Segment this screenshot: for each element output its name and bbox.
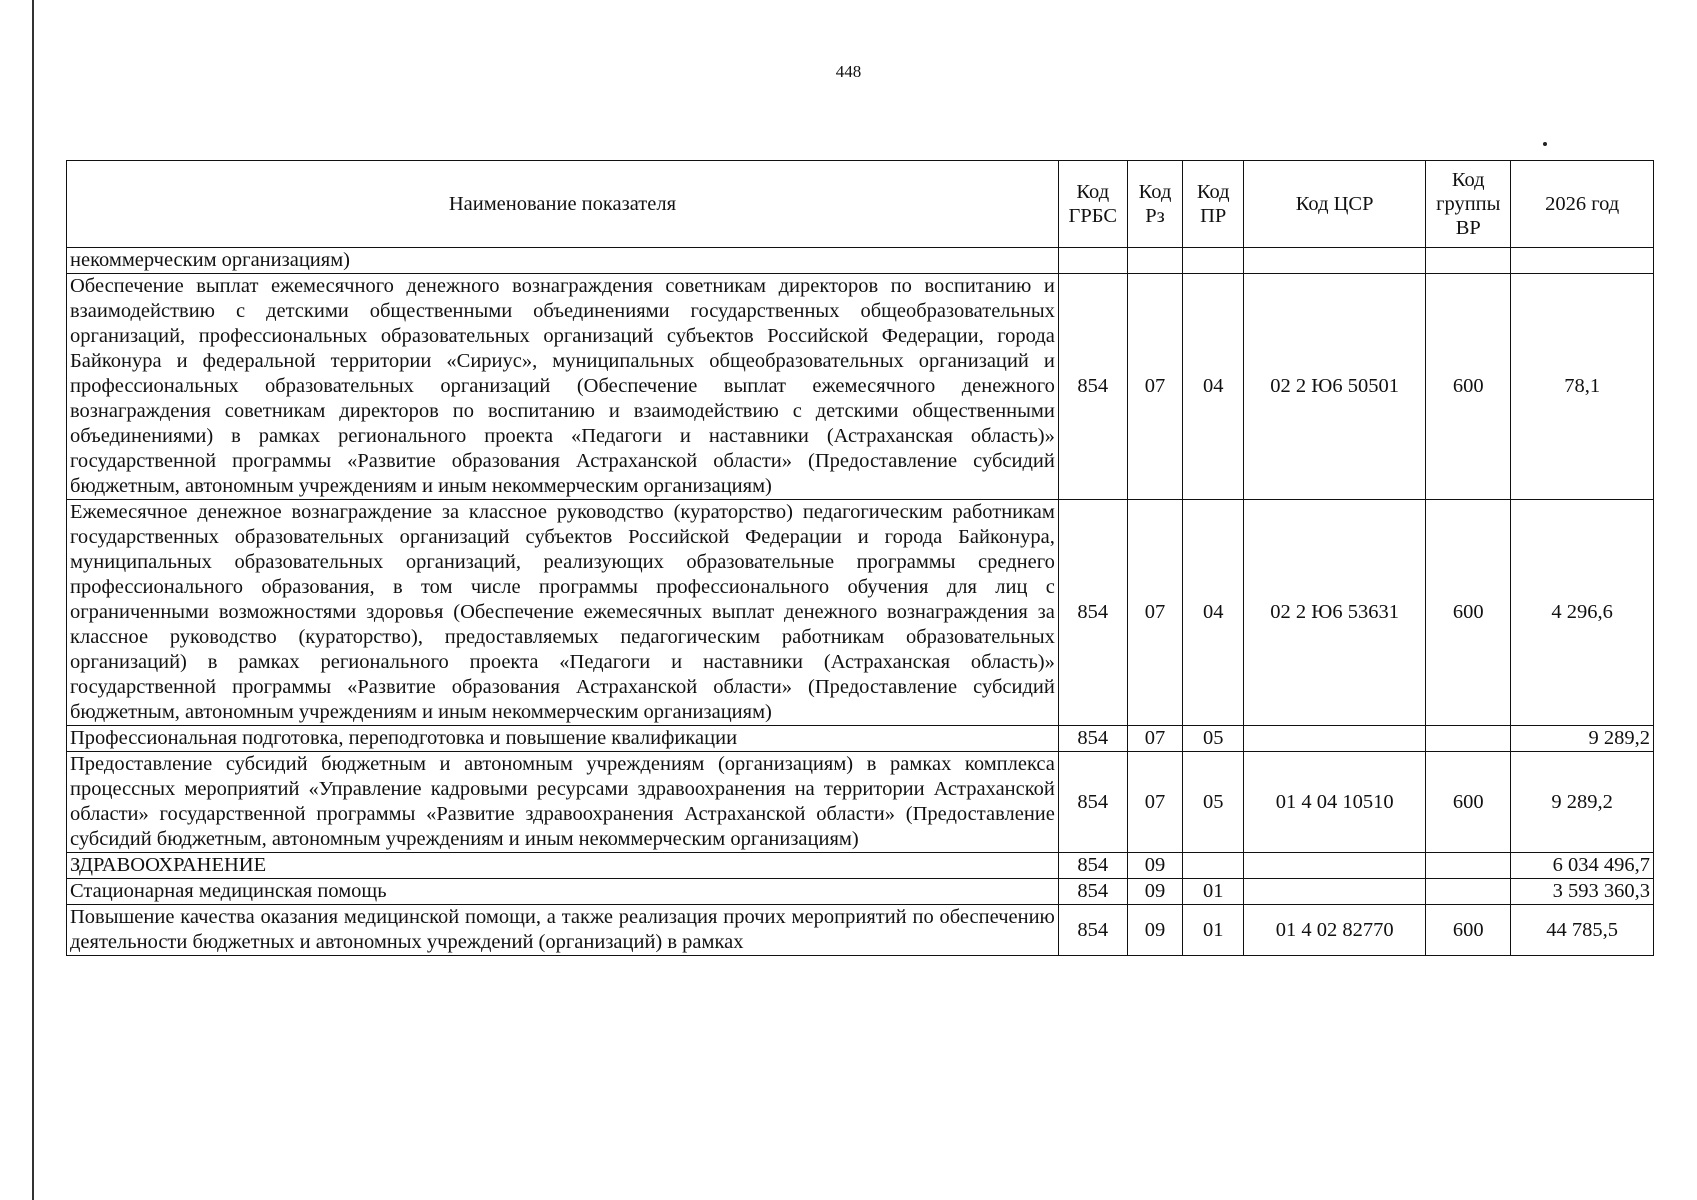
row-grbs <box>1058 248 1127 274</box>
table-row <box>67 274 1654 500</box>
row-amount: 4 296,6 <box>1511 500 1654 726</box>
row-name: Предоставление субсидий бюджетным и автономным учреждениям (организациям) в рамках комплекса процессных мероприятий «Управление кадровыми ресурсами здравоохранения на территории Астраханской области» государственной программы «Развитие здравоохранения Астраханской области» (Предоставление субсидий бюджетным, автономным учреждениям и иным некоммерческим организациям) <box>67 752 1059 853</box>
row-vr <box>1426 248 1511 274</box>
row-pr <box>1183 248 1244 274</box>
row-name: Ежемесячное денежное вознаграждение за классное руководство (кураторство) педагогическим работникам государственных образовательных организаций субъектов Российской Федерации и города Байконура, муниципальных образовательных организаций, реализующих образовательные программы среднего профессионального образования, в том числе программы профессионального обучения для лиц с ограниченными возможностями здоровья (Обеспечение ежемесячных выплат денежного вознаграждения за классное руководство (кураторство), предоставляемых педагогическим работникам образовательных организаций) в рамках регионального проекта «Педагоги и наставники (Астраханская область)» государственной программы «Развитие образования Астраханской области» (Предоставление субсидий бюджетным, автономным учреждениям и иным некоммерческим организациям) <box>67 500 1059 726</box>
row-pr: 04 <box>1183 274 1244 500</box>
row-grbs: 854 <box>1058 905 1127 956</box>
row-amount <box>1511 248 1654 274</box>
row-csr <box>1244 726 1426 752</box>
row-vr <box>1426 879 1511 905</box>
header-grbs: Код ГРБС <box>1058 161 1127 248</box>
budget-table <box>66 160 1654 956</box>
row-name: Профессиональная подготовка, переподготовка и повышение квалификации <box>67 726 1059 752</box>
table-row <box>67 500 1654 726</box>
row-csr <box>1244 248 1426 274</box>
row-amount: 9 289,2 <box>1511 752 1654 853</box>
row-grbs: 854 <box>1058 853 1127 879</box>
row-grbs: 854 <box>1058 500 1127 726</box>
row-grbs: 854 <box>1058 752 1127 853</box>
header-csr: Код ЦСР <box>1244 161 1426 248</box>
row-grbs: 854 <box>1058 879 1127 905</box>
row-name: Стационарная медицинская помощь <box>67 879 1059 905</box>
row-vr: 600 <box>1426 752 1511 853</box>
row-pr <box>1183 853 1244 879</box>
header-name: Наименование показателя <box>67 161 1059 248</box>
row-name: Обеспечение выплат ежемесячного денежного вознаграждения советникам директоров по воспитанию и взаимодействию с детскими общественными объединениями государственных общеобразовательных организаций, профессиональных образовательных организаций субъектов Российской Федерации, города Байконура и федеральной территории «Сириус», муниципальных общеобразовательных организаций и профессиональных образовательных организаций (Обеспечение выплат ежемесячного денежного вознаграждения советникам директоров по воспитанию и взаимодействию с детскими общественными объединениями) в рамках регионального проекта «Педагоги и наставники (Астраханская область)» государственной программы «Развитие образования Астраханской области» (Предоставление субсидий бюджетным, автономным учреждениям и иным некоммерческим организациям) <box>67 274 1059 500</box>
row-name: ЗДРАВООХРАНЕНИЕ <box>67 853 1059 879</box>
row-rz: 09 <box>1127 853 1183 879</box>
row-vr: 600 <box>1426 274 1511 500</box>
row-name: Повышение качества оказания медицинской помощи, а также реализация прочих мероприятий по обеспечению деятельности бюджетных и автономных учреждений (организаций) в рамках <box>67 905 1059 956</box>
row-rz: 07 <box>1127 752 1183 853</box>
row-vr <box>1426 853 1511 879</box>
row-amount: 9 289,2 <box>1511 726 1654 752</box>
page-number: 448 <box>835 62 862 81</box>
scan-speck <box>1543 142 1547 146</box>
row-csr: 02 2 Ю6 50501 <box>1244 274 1426 500</box>
row-amount: 3 593 360,3 <box>1511 879 1654 905</box>
row-vr: 600 <box>1426 905 1511 956</box>
row-rz: 09 <box>1127 905 1183 956</box>
table-row <box>67 905 1654 956</box>
table-row <box>67 879 1654 905</box>
row-rz <box>1127 248 1183 274</box>
table-row <box>67 752 1654 853</box>
row-pr: 01 <box>1183 905 1244 956</box>
table-row <box>67 726 1654 752</box>
row-csr: 01 4 02 82770 <box>1244 905 1426 956</box>
row-amount: 44 785,5 <box>1511 905 1654 956</box>
row-csr: 02 2 Ю6 53631 <box>1244 500 1426 726</box>
row-name: некоммерческим организациям) <box>67 248 1059 274</box>
row-rz: 07 <box>1127 726 1183 752</box>
table-row <box>67 248 1654 274</box>
table-header-row <box>67 161 1654 248</box>
header-vr: Код группы ВР <box>1426 161 1511 248</box>
row-grbs: 854 <box>1058 274 1127 500</box>
row-csr <box>1244 853 1426 879</box>
row-vr <box>1426 726 1511 752</box>
header-pr: Код ПР <box>1183 161 1244 248</box>
row-amount: 6 034 496,7 <box>1511 853 1654 879</box>
row-pr: 01 <box>1183 879 1244 905</box>
row-vr: 600 <box>1426 500 1511 726</box>
table-row <box>67 853 1654 879</box>
row-grbs: 854 <box>1058 726 1127 752</box>
row-csr <box>1244 879 1426 905</box>
row-amount: 78,1 <box>1511 274 1654 500</box>
row-pr: 05 <box>1183 726 1244 752</box>
row-pr: 05 <box>1183 752 1244 853</box>
row-csr: 01 4 04 10510 <box>1244 752 1426 853</box>
row-pr: 04 <box>1183 500 1244 726</box>
row-rz: 07 <box>1127 274 1183 500</box>
header-rz: Код Рз <box>1127 161 1183 248</box>
header-year: 2026 год <box>1511 161 1654 248</box>
row-rz: 09 <box>1127 879 1183 905</box>
row-rz: 07 <box>1127 500 1183 726</box>
binding-edge-line <box>32 0 34 1200</box>
